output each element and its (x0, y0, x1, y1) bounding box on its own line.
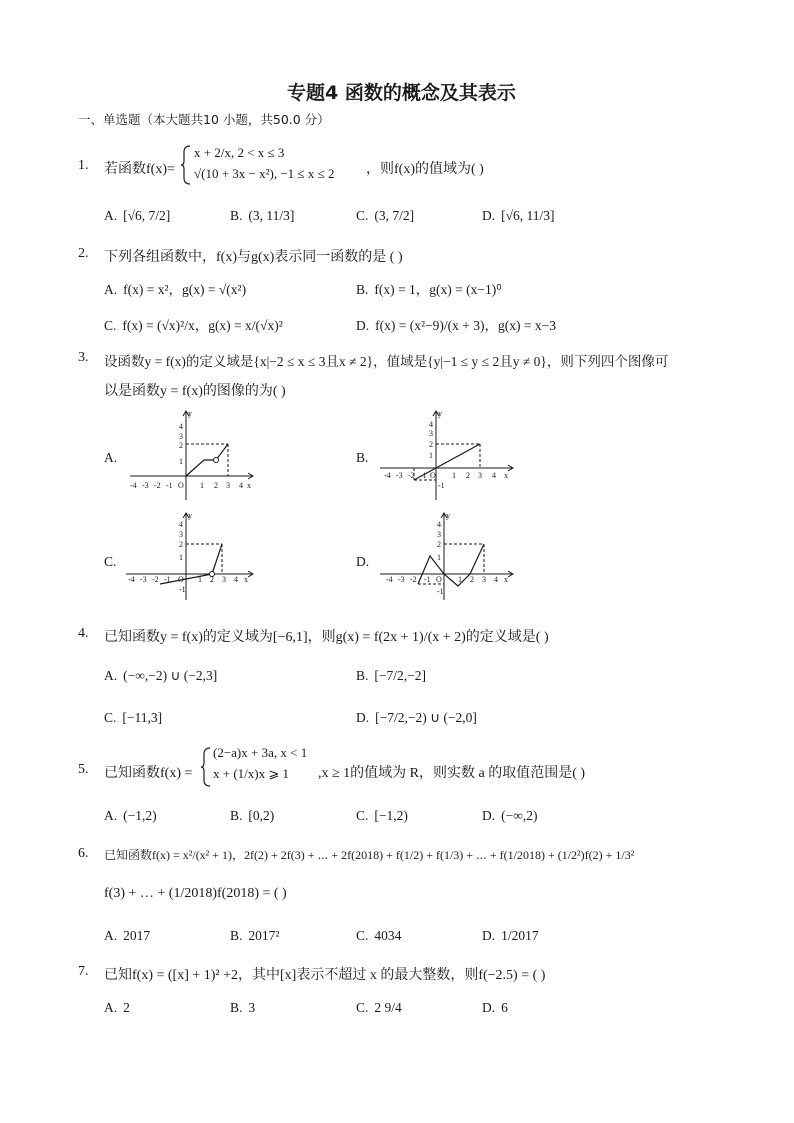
option-text: f(x) = (x²−9)/(x + 3)，g(x) = x−3 (375, 318, 556, 333)
option-d[interactable] (356, 710, 477, 726)
option-label: B. (230, 928, 243, 943)
question-stem: 设函数y = f(x)的定义域是{x|−2 ≤ x ≤ 3且x ≠ 2}，值域是{y|−1 ≤ y ≤ 2且y ≠ 0}，则下列四个图像可 (104, 354, 669, 369)
svg-text:3: 3 (179, 432, 183, 441)
question-number: 7. (78, 964, 89, 979)
svg-text:3: 3 (226, 481, 230, 490)
svg-text:2: 2 (470, 575, 474, 584)
option-text: [−7/2,−2) ∪ (−2,0] (375, 710, 477, 725)
option-c[interactable] (356, 208, 414, 224)
option-label: B. (356, 450, 369, 465)
option-text: 2 9/4 (374, 1000, 402, 1015)
svg-text:-1: -1 (438, 481, 445, 490)
option-label: C. (104, 318, 117, 333)
option-a[interactable] (104, 668, 217, 684)
option-d[interactable] (482, 928, 539, 944)
svg-text:3: 3 (222, 575, 226, 584)
svg-text:-3: -3 (140, 575, 147, 584)
svg-text:4: 4 (494, 575, 498, 584)
option-label: A. (104, 450, 118, 465)
option-label: A. (104, 668, 118, 683)
svg-text:y: y (188, 511, 192, 520)
option-b[interactable] (230, 928, 279, 944)
option-d[interactable] (356, 314, 556, 334)
svg-text:1: 1 (437, 553, 441, 562)
option-label: C. (356, 1000, 369, 1015)
svg-text:-2: -2 (408, 471, 415, 480)
question-stem: 已知函数f(x) = x²/(x² + 1)，2f(2) + 2f(3) + ⋯ + 2f(2018) + f(1/2) + f(1/3) + ⋯ + f(1/2018) + (1/2²)f(2) + 1/3² (104, 848, 635, 862)
option-label: C. (104, 710, 117, 725)
svg-text:x: x (504, 471, 508, 480)
option-c[interactable] (104, 710, 162, 726)
option-text: 6 (501, 1000, 508, 1015)
graph-b (378, 408, 518, 504)
option-label: B. (230, 1000, 243, 1015)
svg-text:y: y (188, 409, 192, 418)
option-a[interactable] (104, 278, 246, 298)
option-c[interactable] (356, 808, 408, 824)
question-number: 1. (78, 158, 89, 173)
option-label: C. (356, 808, 369, 823)
piece-function-1: x + 2/x, 2 < x ≤ 3 (194, 145, 285, 160)
svg-text:2: 2 (466, 471, 470, 480)
option-d[interactable] (482, 1000, 508, 1016)
question-stem: 若函数f(x)= (104, 162, 175, 177)
option-a[interactable] (104, 1000, 130, 1016)
option-c[interactable] (104, 314, 283, 334)
option-c[interactable] (356, 928, 401, 944)
option-b[interactable] (356, 450, 374, 466)
question-stem-tail: ,x ≥ 1的值域为 R，则实数 a 的取值范围是( ) (318, 766, 586, 781)
option-text: (−∞,−2) ∪ (−2,3] (123, 668, 218, 683)
section-heading: 一、单选题（本大题共10 小题，共50.0 分） (78, 112, 330, 127)
svg-text:-3: -3 (396, 471, 403, 480)
option-label: D. (356, 710, 370, 725)
option-label: A. (104, 808, 118, 823)
question-number: 3. (78, 350, 89, 365)
left-brace-icon (180, 144, 192, 186)
svg-text:-4: -4 (128, 575, 135, 584)
option-label: D. (356, 554, 370, 569)
option-text: (3, 7/2] (374, 208, 415, 223)
svg-text:2: 2 (429, 440, 433, 449)
svg-text:4: 4 (179, 422, 183, 431)
svg-text:1: 1 (198, 575, 202, 584)
svg-text:y: y (438, 409, 442, 418)
option-text: [√6, 11/3] (501, 208, 555, 223)
svg-text:3: 3 (482, 575, 486, 584)
option-text: [√6, 7/2] (123, 208, 171, 223)
option-label: A. (104, 1000, 118, 1015)
svg-text:4: 4 (492, 471, 496, 480)
svg-text:x: x (247, 481, 251, 490)
svg-text:-1: -1 (424, 575, 431, 584)
option-a[interactable] (104, 808, 157, 824)
svg-text:4: 4 (437, 520, 441, 529)
svg-text:2: 2 (214, 481, 218, 490)
svg-text:-1: -1 (437, 587, 444, 596)
option-a[interactable] (104, 450, 123, 466)
option-text: (−1,2) (123, 808, 157, 823)
option-b[interactable] (356, 668, 426, 684)
svg-text:-2: -2 (154, 481, 161, 490)
option-label: C. (356, 208, 369, 223)
svg-text:2: 2 (210, 575, 214, 584)
option-b[interactable] (230, 808, 274, 824)
option-text: 2017 (123, 928, 151, 943)
option-c[interactable] (356, 1000, 402, 1016)
option-text: f(x) = x²，g(x) = √(x²) (123, 282, 247, 297)
svg-text:1: 1 (429, 451, 433, 460)
option-text: [−11,3] (122, 710, 163, 725)
svg-text:2: 2 (179, 540, 183, 549)
option-text: 1/2017 (501, 928, 539, 943)
option-text: 4034 (374, 928, 402, 943)
question-stem-line2: 以是函数y = f(x)的图像的为( ) (104, 384, 286, 399)
option-text: (3, 11/3] (248, 208, 295, 223)
svg-text:1: 1 (179, 553, 183, 562)
option-label: D. (482, 208, 496, 223)
svg-text:-4: -4 (130, 481, 137, 490)
svg-text:x: x (244, 575, 248, 584)
svg-text:y: y (446, 511, 450, 520)
svg-text:4: 4 (239, 481, 243, 490)
question-stem-line2: f(3) + … + (1/2018)f(2018) = ( ) (104, 886, 287, 901)
option-label: D. (482, 928, 496, 943)
piece-function-1: (2−a)x + 3a, x < 1 (213, 745, 308, 760)
option-text: [−1,2) (374, 808, 408, 823)
svg-text:-2: -2 (152, 575, 159, 584)
left-brace-icon (200, 746, 212, 788)
piece-function-2: x + (1/x)x ⩾ 1 (213, 766, 289, 781)
option-b[interactable] (230, 1000, 255, 1016)
svg-text:O: O (430, 471, 436, 480)
svg-text:-3: -3 (142, 481, 149, 490)
piece-function-2: √(10 + 3x − x²), −1 ≤ x ≤ 2 (194, 166, 335, 181)
svg-text:-4: -4 (386, 575, 393, 584)
option-text: 2017² (248, 928, 280, 943)
svg-text:3: 3 (478, 471, 482, 480)
svg-text:4: 4 (234, 575, 238, 584)
svg-text:1: 1 (458, 575, 462, 584)
svg-text:1: 1 (200, 481, 204, 490)
svg-text:O: O (178, 575, 184, 584)
option-label: A. (104, 208, 118, 223)
question-number: 2. (78, 246, 89, 261)
option-label: C. (356, 928, 369, 943)
svg-text:3: 3 (429, 429, 433, 438)
svg-text:-1: -1 (164, 575, 171, 584)
question-stem: 下列各组函数中，f(x)与g(x)表示同一函数的是 ( ) (104, 250, 403, 265)
option-text: 3 (248, 1000, 256, 1015)
option-label: D. (482, 1000, 496, 1015)
question-number: 4. (78, 626, 89, 641)
option-label: D. (482, 808, 496, 823)
svg-text:-1: -1 (420, 471, 427, 480)
option-label: B. (230, 808, 243, 823)
option-d[interactable] (482, 808, 537, 824)
page-title: 专题4 函数的概念及其表示 (287, 82, 516, 104)
option-c[interactable] (104, 554, 122, 570)
option-a[interactable] (104, 928, 150, 944)
question-stem: 已知函数y = f(x)的定义域为[−6,1]，则g(x) = f(2x + 1)/(x + 2)的定义域是( ) (104, 630, 549, 645)
option-b[interactable] (356, 278, 502, 298)
svg-text:4: 4 (429, 420, 433, 429)
option-text: (−∞,2) (501, 808, 538, 823)
svg-text:-4: -4 (384, 471, 391, 480)
svg-text:3: 3 (437, 530, 441, 539)
graph-a (128, 408, 258, 504)
svg-text:-2: -2 (410, 575, 417, 584)
option-label: A. (104, 282, 118, 297)
option-a[interactable] (104, 208, 170, 224)
svg-text:O: O (178, 481, 184, 490)
option-b[interactable] (230, 208, 294, 224)
svg-text:4: 4 (179, 520, 183, 529)
option-label: C. (104, 554, 117, 569)
option-text: f(x) = 1，g(x) = (x−1)⁰ (374, 282, 502, 297)
option-text: 2 (123, 1000, 130, 1015)
svg-text:1: 1 (179, 457, 183, 466)
option-label: A. (104, 928, 118, 943)
question-stem: 已知f(x) = ([x] + 1)² +2，其中[x]表示不超过 x 的最大整数，则f(−2.5) = ( ) (104, 968, 546, 983)
svg-text:1: 1 (452, 471, 456, 480)
option-label: B. (356, 668, 369, 683)
svg-text:2: 2 (437, 540, 441, 549)
graph-d (378, 510, 518, 604)
option-text: [0,2) (248, 808, 275, 823)
question-stem: 已知函数f(x) = (104, 766, 193, 781)
option-text: f(x) = (√x)²/x，g(x) = x/(√x)² (122, 318, 283, 333)
graph-c (124, 510, 258, 604)
svg-text:-3: -3 (398, 575, 405, 584)
svg-text:x: x (504, 575, 508, 584)
question-stem-tail: ，则f(x)的值域为( ) (366, 162, 484, 177)
svg-text:3: 3 (179, 530, 183, 539)
option-label: D. (356, 318, 370, 333)
question-number: 5. (78, 762, 89, 777)
option-d[interactable] (482, 208, 555, 224)
question-number: 6. (78, 846, 89, 861)
svg-text:O: O (436, 575, 442, 584)
option-label: B. (230, 208, 243, 223)
svg-text:-1: -1 (179, 585, 186, 594)
svg-text:-1: -1 (166, 481, 173, 490)
option-text: [−7/2,−2] (374, 668, 426, 683)
svg-text:2: 2 (179, 441, 183, 450)
option-label: B. (356, 282, 369, 297)
option-d[interactable] (356, 554, 375, 570)
